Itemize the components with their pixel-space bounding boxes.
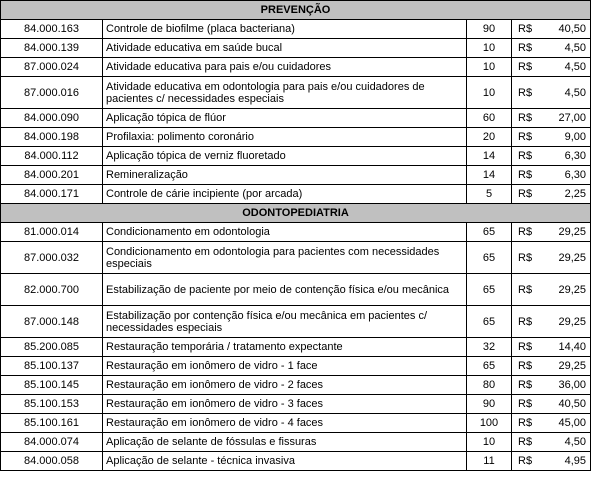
currency-cell: R$ — [512, 306, 546, 338]
procedure-description-cell: Atividade educativa em odontologia para pais e/ou cuidadores de pacientes c/ necessidades especiais — [103, 77, 467, 109]
table-row — [1, 433, 591, 452]
quantity-cell: 65 — [467, 274, 512, 306]
procedure-code-cell: 84.000.201 — [1, 166, 103, 185]
price-value-cell: 2,25 — [546, 185, 591, 204]
price-value-cell: 45,00 — [546, 414, 591, 433]
quantity-cell: 14 — [467, 147, 512, 166]
procedure-description-cell: Estabilização de paciente por meio de contenção física e/ou mecânica — [103, 274, 467, 306]
table-row — [1, 39, 591, 58]
currency-cell: R$ — [512, 58, 546, 77]
procedure-code-cell: 84.000.198 — [1, 128, 103, 147]
procedure-description-cell: Atividade educativa para pais e/ou cuidadores — [103, 58, 467, 77]
procedure-code-cell: 84.000.058 — [1, 452, 103, 471]
procedure-code-cell: 82.000.700 — [1, 274, 103, 306]
table-row — [1, 242, 591, 274]
procedure-description-cell: Profilaxia: polimento coronário — [103, 128, 467, 147]
procedure-code-cell: 87.000.148 — [1, 306, 103, 338]
procedure-description-cell: Controle de biofilme (placa bacteriana) — [103, 20, 467, 39]
procedure-description-cell: Restauração em ionômero de vidro - 1 face — [103, 357, 467, 376]
price-value-cell: 29,25 — [546, 223, 591, 242]
procedure-table-body — [1, 1, 591, 471]
procedure-code-cell: 84.000.163 — [1, 20, 103, 39]
table-row — [1, 338, 591, 357]
price-value-cell: 4,50 — [546, 39, 591, 58]
procedure-code-cell: 87.000.024 — [1, 58, 103, 77]
table-row — [1, 166, 591, 185]
table-row — [1, 376, 591, 395]
currency-cell: R$ — [512, 166, 546, 185]
section-title: ODONTOPEDIATRIA — [1, 204, 591, 223]
price-value-cell: 40,50 — [546, 20, 591, 39]
price-value-cell: 6,30 — [546, 166, 591, 185]
procedure-code-cell: 84.000.074 — [1, 433, 103, 452]
table-row — [1, 20, 591, 39]
currency-cell: R$ — [512, 20, 546, 39]
table-row — [1, 452, 591, 471]
price-value-cell: 6,30 — [546, 147, 591, 166]
price-value-cell: 29,25 — [546, 242, 591, 274]
procedure-code-cell: 85.200.085 — [1, 338, 103, 357]
procedure-description-cell: Estabilização por contenção física e/ou mecânica em pacientes c/ necessidades especiais — [103, 306, 467, 338]
procedure-code-cell: 84.000.171 — [1, 185, 103, 204]
currency-cell: R$ — [512, 223, 546, 242]
table-row — [1, 77, 591, 109]
quantity-cell: 5 — [467, 185, 512, 204]
table-row — [1, 223, 591, 242]
quantity-cell: 60 — [467, 109, 512, 128]
quantity-cell: 100 — [467, 414, 512, 433]
table-row — [1, 58, 591, 77]
price-value-cell: 36,00 — [546, 376, 591, 395]
currency-cell: R$ — [512, 338, 546, 357]
quantity-cell: 65 — [467, 242, 512, 274]
table-row — [1, 109, 591, 128]
currency-cell: R$ — [512, 376, 546, 395]
currency-cell: R$ — [512, 77, 546, 109]
price-value-cell: 4,50 — [546, 58, 591, 77]
table-row — [1, 185, 591, 204]
price-value-cell: 4,50 — [546, 433, 591, 452]
currency-cell: R$ — [512, 39, 546, 58]
procedure-description-cell: Restauração temporária / tratamento expectante — [103, 338, 467, 357]
procedure-description-cell: Aplicação tópica de flúor — [103, 109, 467, 128]
section-title: PREVENÇÃO — [1, 1, 591, 20]
quantity-cell: 90 — [467, 395, 512, 414]
procedure-code-cell: 81.000.014 — [1, 223, 103, 242]
quantity-cell: 14 — [467, 166, 512, 185]
procedure-description-cell: Aplicação tópica de verniz fluoretado — [103, 147, 467, 166]
currency-cell: R$ — [512, 185, 546, 204]
quantity-cell: 65 — [467, 357, 512, 376]
procedure-code-cell: 85.100.137 — [1, 357, 103, 376]
currency-cell: R$ — [512, 274, 546, 306]
procedure-code-cell: 85.100.145 — [1, 376, 103, 395]
quantity-cell: 65 — [467, 223, 512, 242]
quantity-cell: 10 — [467, 77, 512, 109]
price-value-cell: 40,50 — [546, 395, 591, 414]
quantity-cell: 10 — [467, 433, 512, 452]
section-header — [1, 1, 591, 20]
table-row — [1, 147, 591, 166]
procedure-code-cell: 85.100.153 — [1, 395, 103, 414]
procedure-code-cell: 84.000.139 — [1, 39, 103, 58]
currency-cell: R$ — [512, 452, 546, 471]
procedure-code-cell: 84.000.090 — [1, 109, 103, 128]
procedure-description-cell: Restauração em ionômero de vidro - 3 faces — [103, 395, 467, 414]
currency-cell: R$ — [512, 357, 546, 376]
currency-cell: R$ — [512, 414, 546, 433]
quantity-cell: 11 — [467, 452, 512, 471]
procedure-description-cell: Remineralização — [103, 166, 467, 185]
currency-cell: R$ — [512, 242, 546, 274]
procedure-description-cell: Aplicação de selante de fóssulas e fissuras — [103, 433, 467, 452]
table-row — [1, 128, 591, 147]
procedure-description-cell: Restauração em ionômero de vidro - 4 faces — [103, 414, 467, 433]
quantity-cell: 90 — [467, 20, 512, 39]
table-row — [1, 274, 591, 306]
quantity-cell: 10 — [467, 39, 512, 58]
procedure-description-cell: Controle de cárie incipiente (por arcada) — [103, 185, 467, 204]
table-row — [1, 357, 591, 376]
section-header — [1, 204, 591, 223]
currency-cell: R$ — [512, 395, 546, 414]
price-value-cell: 29,25 — [546, 274, 591, 306]
price-value-cell: 27,00 — [546, 109, 591, 128]
procedure-code-cell: 84.000.112 — [1, 147, 103, 166]
table-row — [1, 414, 591, 433]
price-value-cell: 9,00 — [546, 128, 591, 147]
price-value-cell: 29,25 — [546, 357, 591, 376]
procedure-code-cell: 87.000.032 — [1, 242, 103, 274]
price-value-cell: 29,25 — [546, 306, 591, 338]
currency-cell: R$ — [512, 433, 546, 452]
quantity-cell: 32 — [467, 338, 512, 357]
procedure-code-cell: 85.100.161 — [1, 414, 103, 433]
table-row — [1, 395, 591, 414]
currency-cell: R$ — [512, 109, 546, 128]
currency-cell: R$ — [512, 128, 546, 147]
price-value-cell: 14,40 — [546, 338, 591, 357]
price-value-cell: 4,95 — [546, 452, 591, 471]
procedure-code-cell: 87.000.016 — [1, 77, 103, 109]
currency-cell: R$ — [512, 147, 546, 166]
quantity-cell: 80 — [467, 376, 512, 395]
table-row — [1, 306, 591, 338]
quantity-cell: 20 — [467, 128, 512, 147]
price-value-cell: 4,50 — [546, 77, 591, 109]
quantity-cell: 65 — [467, 306, 512, 338]
procedure-description-cell: Condicionamento em odontologia — [103, 223, 467, 242]
procedure-description-cell: Aplicação de selante - técnica invasiva — [103, 452, 467, 471]
procedure-description-cell: Restauração em ionômero de vidro - 2 faces — [103, 376, 467, 395]
quantity-cell: 10 — [467, 58, 512, 77]
procedure-description-cell: Atividade educativa em saúde bucal — [103, 39, 467, 58]
procedure-description-cell: Condicionamento em odontologia para pacientes com necessidades especiais — [103, 242, 467, 274]
